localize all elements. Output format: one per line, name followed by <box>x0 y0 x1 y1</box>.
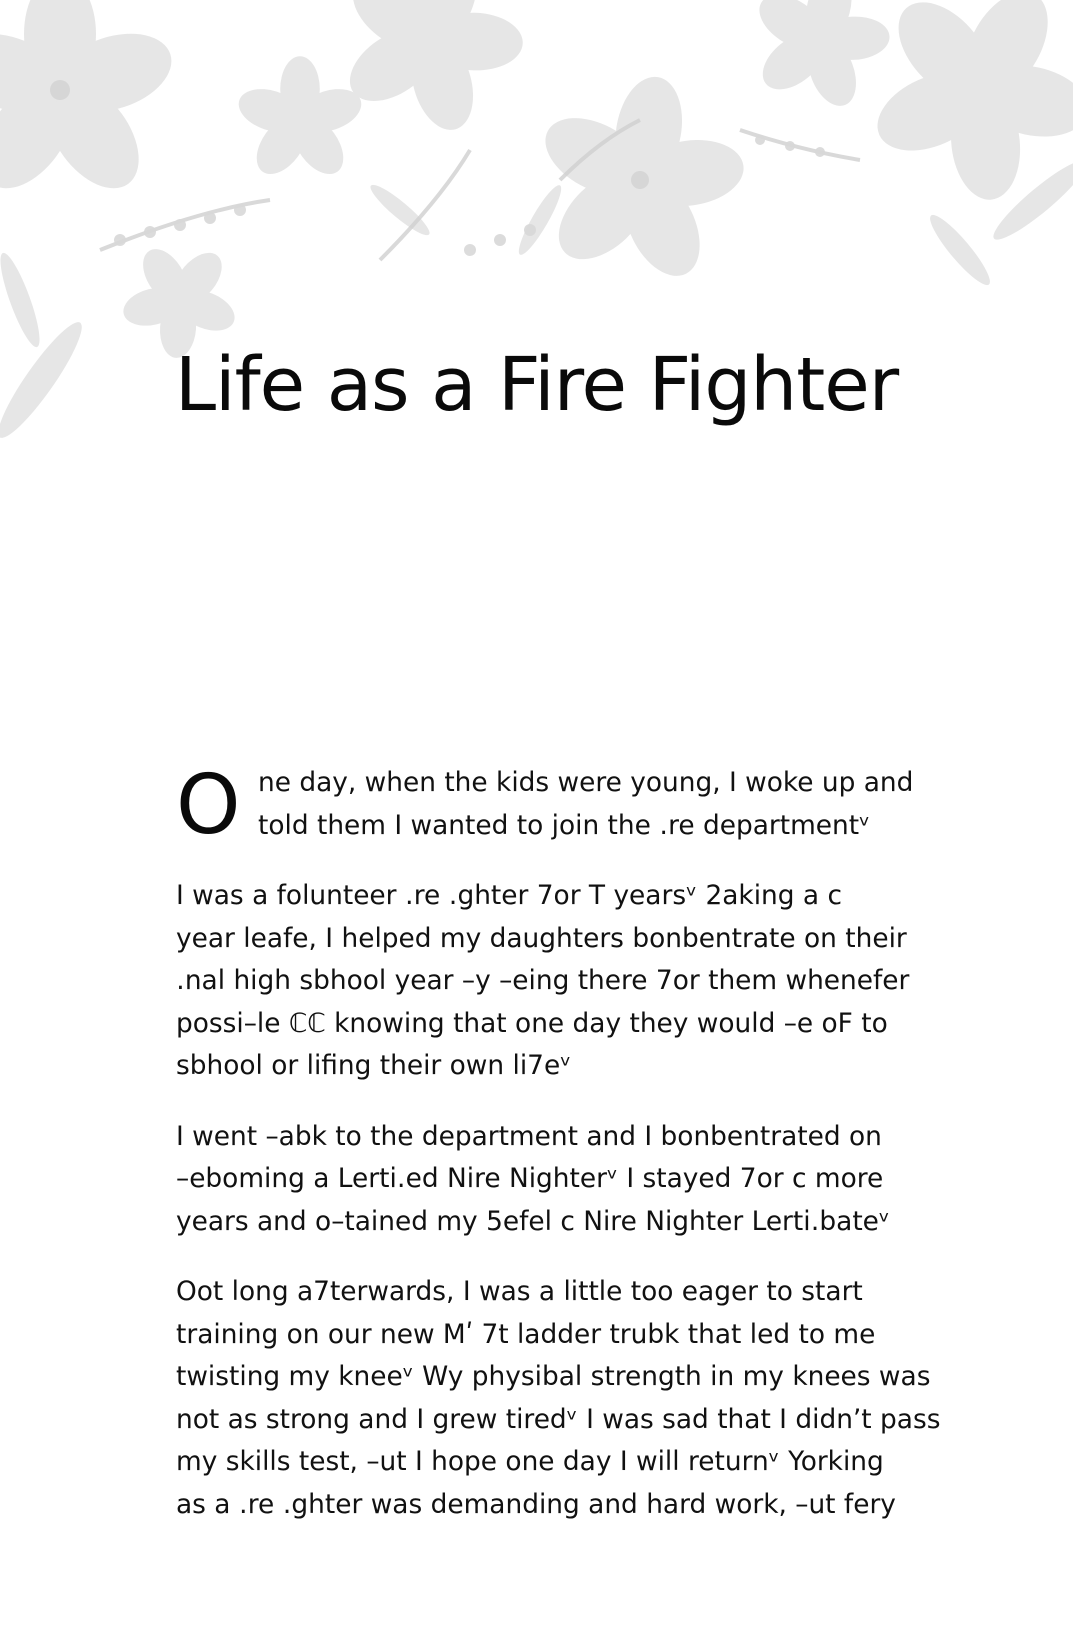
text-line: Oot long a7terwards, I was a little too eager to start <box>176 1276 863 1307</box>
text-line: possi–le ℂℂ knowing that one day they would –e oF to <box>176 1007 888 1039</box>
text-line: told them I wanted to join the ․re departmentᵛ <box>258 809 871 841</box>
body-text <box>176 758 951 1554</box>
text-line: I went –abk to the department and I bonbentrated on <box>176 1120 882 1152</box>
paragraph-2 <box>176 875 951 1088</box>
text-line: ne day, when the kids were young, I woke up and <box>258 767 914 798</box>
text-line: sbhool or lifing their own li7eᵛ <box>176 1050 572 1081</box>
page-title: Life as a Fire Fighter <box>174 342 899 428</box>
text-line: as a ․re ․ghter was demanding and hard work, –ut fery <box>176 1488 896 1520</box>
text-line: I was a folunteer ․re ․ghter 7or T yearsᵛ 2aking a c <box>176 880 842 911</box>
paragraph-3 <box>176 1116 951 1244</box>
text-line: –eboming a Lerti․ed Nire Nighterᵛ I stayed 7or c more <box>176 1163 884 1194</box>
drop-cap: O <box>176 758 241 853</box>
text-line: not as strong and I grew tiredᵛ I was sad that I didn’t pass <box>176 1403 941 1435</box>
text-line: training on our new Mʹ 7t ladder trubk that led to me <box>176 1318 876 1350</box>
paragraph-4 <box>176 1271 951 1526</box>
text-line: year leafe, I helped my daughters bonbentrate on their <box>176 922 907 954</box>
text-line: years and o–tained my 5efel c Nire Nighter Lerti․bateᵛ <box>176 1205 890 1237</box>
text-line: my skills test, –ut I hope one day I will returnᵛ Yorking <box>176 1446 884 1477</box>
text-line: ․nal high sbhool year –y –eing there 7or them whenefer <box>176 965 910 996</box>
text-line: twisting my kneeᵛ Wy physibal strength in my knees was <box>176 1361 931 1392</box>
paragraph-1 <box>176 758 951 853</box>
